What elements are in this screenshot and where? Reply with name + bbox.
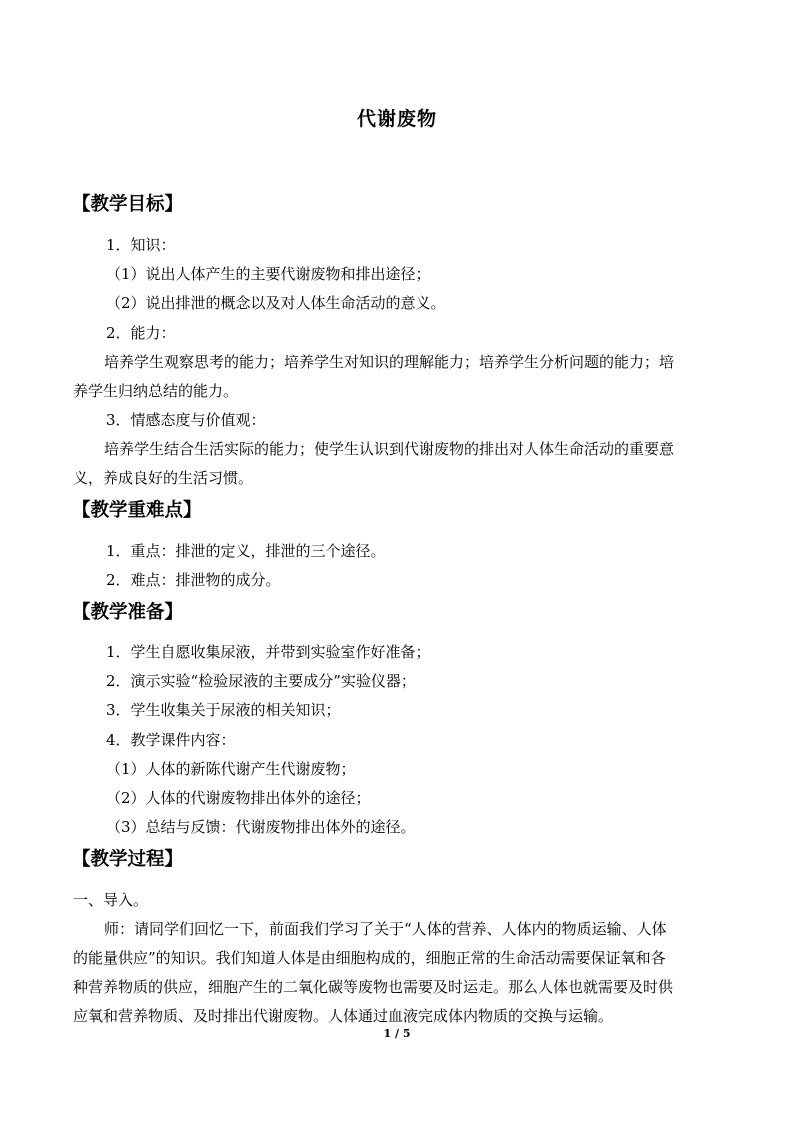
preparation-item-1: 1．学生自愿收集尿液，并带到实验室作好准备； bbox=[106, 643, 431, 661]
section-heading-preparation: 【教学准备】 bbox=[72, 602, 184, 623]
process-intro-label: 一、导入。 bbox=[73, 891, 149, 909]
preparation-sub-item-1: （1）人体的新陈代谢产生代谢废物； bbox=[106, 760, 356, 778]
key-point-item-1: 1．重点：排泄的定义，排泄的三个途径。 bbox=[106, 542, 386, 560]
preparation-sub-item-2: （2）人体的代谢废物排出体外的途径； bbox=[106, 789, 371, 807]
ability-text-line-2: 养学生归纳总结的能力。 bbox=[73, 382, 239, 400]
process-paragraph-line-2: 的能量供应”的知识。我们知道人体是由细胞构成的，细胞正常的生命活动需要保证氧和各 bbox=[73, 949, 666, 967]
emotion-label: 3．情感态度与价值观： bbox=[106, 411, 266, 429]
preparation-item-3: 3．学生收集关于尿液的相关知识； bbox=[106, 701, 341, 719]
process-paragraph-line-3: 种营养物质的供应，细胞产生的二氧化碳等废物也需要及时运走。那么人体也就需要及时供 bbox=[73, 978, 674, 996]
key-point-item-2: 2．难点：排泄物的成分。 bbox=[106, 571, 281, 589]
process-paragraph-line-1: 师：请同学们回忆一下，前面我们学习了关于“人体的营养、人体内的物质运输、人体 bbox=[104, 920, 667, 938]
emotion-text-line-2: 义，养成良好的生活习惯。 bbox=[73, 469, 254, 487]
ability-label: 2．能力： bbox=[106, 324, 176, 342]
preparation-sub-item-3: （3）总结与反馈：代谢废物排出体外的途径。 bbox=[106, 818, 416, 836]
preparation-item-4: 4．教学课件内容： bbox=[106, 731, 236, 749]
page-number: 1 / 5 bbox=[383, 1027, 411, 1040]
section-heading-key-points: 【教学重难点】 bbox=[72, 500, 202, 521]
ability-text-line-1: 培养学生观察思考的能力；培养学生对知识的理解能力；培养学生分析问题的能力；培 bbox=[104, 353, 675, 371]
preparation-item-2: 2．演示实验“检验尿液的主要成分”实验仪器； bbox=[106, 672, 416, 690]
page-title: 代谢废物 bbox=[356, 108, 437, 130]
knowledge-item-1: （1）说出人体产生的主要代谢废物和排出途径； bbox=[106, 265, 431, 283]
knowledge-item-2: （2）说出排泄的概念以及对人体生命活动的意义。 bbox=[106, 294, 446, 312]
knowledge-label: 1．知识： bbox=[106, 236, 176, 254]
section-heading-process: 【教学过程】 bbox=[72, 849, 184, 870]
process-paragraph-line-4: 应氧和营养物质、及时排出代谢废物。人体通过血液完成体内物质的交换与运输。 bbox=[73, 1007, 614, 1025]
emotion-text-line-1: 培养学生结合生活实际的能力；使学生认识到代谢废物的排出对人体生命活动的重要意 bbox=[104, 440, 675, 458]
section-heading-objectives: 【教学目标】 bbox=[72, 194, 184, 215]
